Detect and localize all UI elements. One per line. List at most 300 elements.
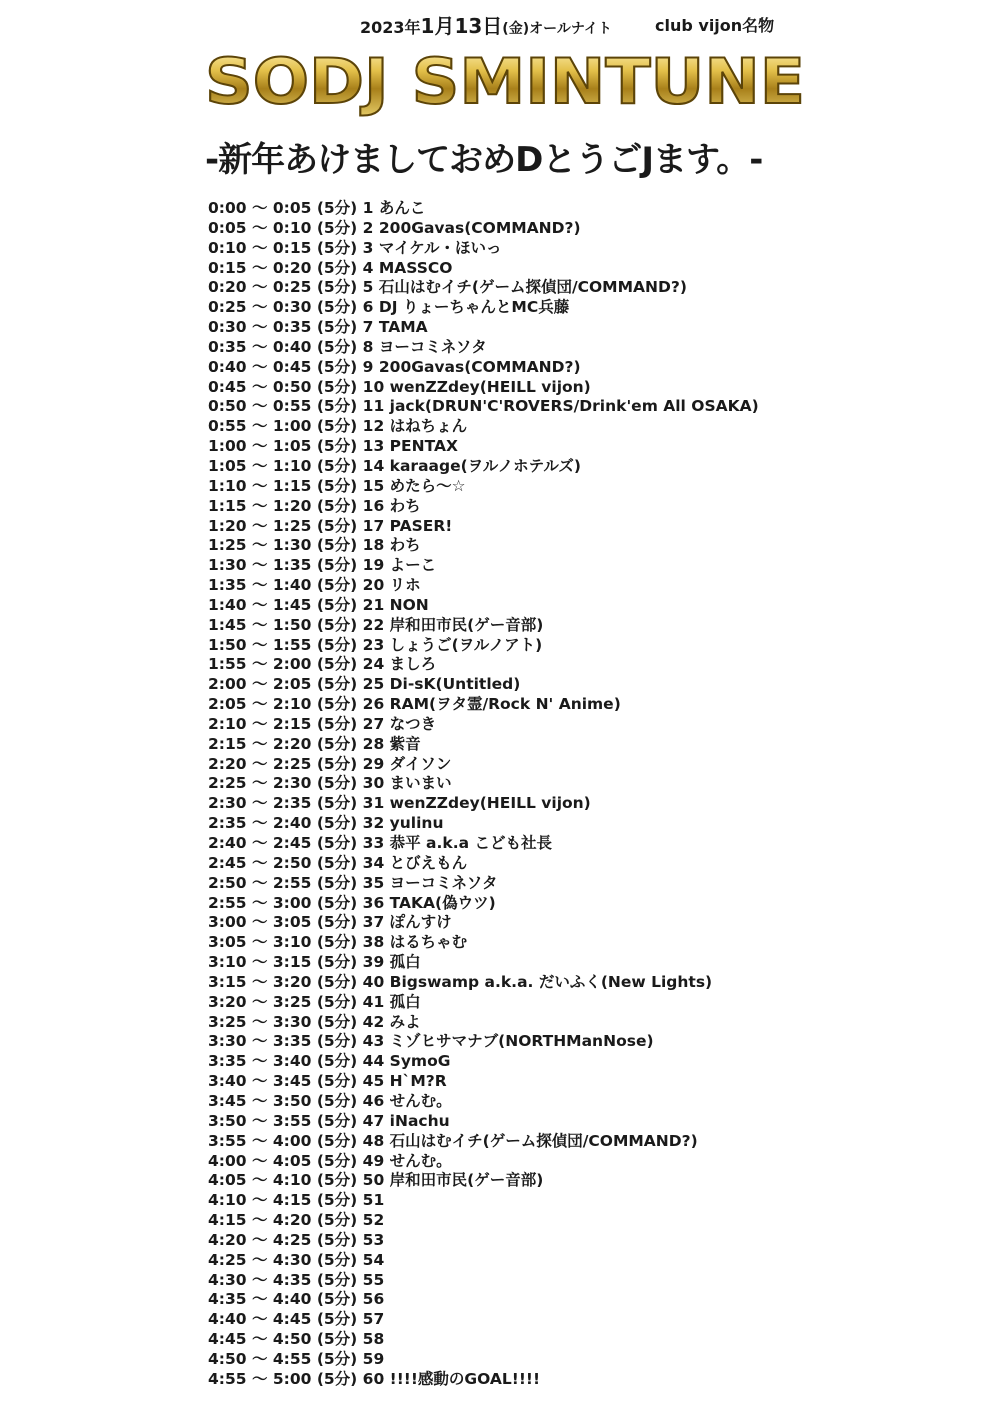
slot-act: karaage(ヲルノホテルズ) — [389, 456, 581, 475]
slot-time: 1:10 ～ 1:15 — [208, 476, 312, 495]
slot-duration: (5分) — [316, 953, 358, 972]
slot-time: 2:35 ～ 2:40 — [208, 814, 312, 833]
slot-act: 紫音 — [389, 734, 421, 753]
slot-duration: (5分) — [316, 1131, 358, 1150]
slot-time: 4:20 ～ 4:25 — [208, 1230, 312, 1249]
timetable-row — [208, 576, 988, 596]
event-date-header — [360, 10, 820, 39]
slot-number: 14 — [362, 456, 385, 475]
slot-duration: (5分) — [316, 576, 358, 595]
timetable-row — [208, 318, 988, 338]
slot-duration: (5分) — [316, 1191, 358, 1210]
slot-time: 3:20 ～ 3:25 — [208, 992, 312, 1011]
slot-time: 0:30 ～ 0:35 — [208, 318, 312, 337]
slot-duration: (5分) — [316, 238, 358, 257]
slot-act: 200Gavas(COMMAND?) — [378, 218, 581, 237]
slot-act: ヨーコミネソタ — [378, 337, 487, 356]
timetable-row — [208, 755, 988, 775]
timetable-row — [208, 219, 988, 239]
slot-duration: (5分) — [316, 1369, 358, 1388]
date-main: 1月13日 — [420, 14, 503, 38]
timetable-row — [208, 834, 988, 854]
slot-time: 2:00 ～ 2:05 — [208, 675, 312, 694]
timetable-row — [208, 239, 988, 259]
slot-time: 0:55 ～ 1:00 — [208, 417, 312, 436]
slot-time: 2:05 ～ 2:10 — [208, 695, 312, 714]
timetable-row — [208, 814, 988, 834]
slot-act: まいまい — [389, 774, 452, 793]
slot-time: 3:55 ～ 4:00 — [208, 1131, 312, 1150]
slot-time: 1:30 ～ 1:35 — [208, 556, 312, 575]
timetable-row — [208, 794, 988, 814]
slot-act: はねちょん — [389, 417, 468, 436]
slot-duration: (5分) — [316, 437, 358, 456]
slot-time: 0:25 ～ 0:30 — [208, 298, 312, 317]
slot-act: wenZZdey(HEILL vijon) — [389, 377, 591, 396]
slot-number: 55 — [362, 1270, 385, 1289]
timetable-row — [208, 1330, 988, 1350]
slot-duration: (5分) — [316, 774, 358, 793]
slot-number: 29 — [362, 754, 385, 773]
slot-act: 孤白 — [389, 953, 421, 972]
timetable-row — [208, 1350, 988, 1370]
slot-duration: (5分) — [316, 1250, 358, 1269]
slot-number: 20 — [362, 576, 385, 595]
slot-duration: (5分) — [316, 1151, 358, 1170]
timetable-row — [208, 1171, 988, 1191]
slot-number: 24 — [362, 655, 385, 674]
timetable-row — [208, 854, 988, 874]
slot-act: TAKA(偽ウツ) — [389, 893, 496, 912]
slot-act: よーこ — [389, 556, 437, 575]
slot-time: 0:40 ～ 0:45 — [208, 357, 312, 376]
slot-act: NON — [389, 595, 429, 614]
slot-time: 1:35 ～ 1:40 — [208, 576, 312, 595]
slot-duration: (5分) — [316, 992, 358, 1011]
slot-number: 40 — [362, 972, 385, 991]
slot-number: 56 — [362, 1290, 385, 1309]
slot-time: 3:45 ～ 3:50 — [208, 1091, 312, 1110]
slot-time: 3:00 ～ 3:05 — [208, 913, 312, 932]
timetable-row — [208, 397, 988, 417]
page-subtitle: -新年あけましておめDとうごJます。- — [205, 140, 763, 180]
timetable-row — [208, 1052, 988, 1072]
slot-number: 4 — [362, 258, 374, 277]
slot-number: 5 — [362, 278, 374, 297]
date-allnight: オールナイト — [529, 21, 612, 37]
slot-duration: (5分) — [316, 1052, 358, 1071]
event-logo — [198, 47, 812, 117]
slot-duration: (5分) — [316, 1270, 358, 1289]
slot-number: 21 — [362, 595, 385, 614]
timetable-row — [208, 953, 988, 973]
timetable-row — [208, 913, 988, 933]
slot-act: 石山はむイチ(ゲーム探偵団/COMMAND?) — [389, 1131, 698, 1150]
slot-act: PENTAX — [389, 437, 458, 456]
slot-duration: (5分) — [316, 714, 358, 733]
slot-duration: (5分) — [316, 357, 358, 376]
date-weekday: (金) — [502, 21, 530, 37]
timetable-row — [208, 1290, 988, 1310]
slot-duration: (5分) — [316, 695, 358, 714]
slot-time: 0:00 ～ 0:05 — [208, 199, 312, 217]
slot-act: はるちゃむ — [389, 933, 468, 952]
slot-time: 2:20 ～ 2:25 — [208, 754, 312, 773]
timetable-list — [208, 199, 988, 1390]
slot-time: 1:15 ～ 1:20 — [208, 496, 312, 515]
slot-time: 1:45 ～ 1:50 — [208, 615, 312, 634]
slot-time: 4:10 ～ 4:15 — [208, 1191, 312, 1210]
slot-act: ミゾヒサマナブ(NORTHManNose) — [389, 1032, 654, 1051]
slot-number: 3 — [362, 238, 374, 257]
slot-number: 30 — [362, 774, 385, 793]
timetable-row — [208, 1370, 988, 1390]
slot-act: SymoG — [389, 1052, 451, 1071]
slot-duration: (5分) — [316, 417, 358, 436]
slot-number: 47 — [362, 1111, 385, 1130]
slot-time: 0:20 ～ 0:25 — [208, 278, 312, 297]
slot-time: 4:35 ～ 4:40 — [208, 1290, 312, 1309]
slot-duration: (5分) — [316, 1012, 358, 1031]
slot-time: 1:55 ～ 2:00 — [208, 655, 312, 674]
slot-number: 48 — [362, 1131, 385, 1150]
slot-act: wenZZdey(HEILL vijon) — [389, 794, 591, 813]
slot-act: RAM(ヲタ霊/Rock N' Anime) — [389, 695, 621, 714]
timetable-row — [208, 338, 988, 358]
slot-number: 1 — [362, 199, 374, 217]
timetable-row — [208, 655, 988, 675]
slot-duration: (5分) — [316, 873, 358, 892]
slot-act: 恭平 a.k.a こども社長 — [389, 834, 552, 852]
slot-duration: (5分) — [316, 853, 358, 872]
slot-number: 31 — [362, 794, 385, 813]
slot-duration: (5分) — [316, 456, 358, 475]
slot-time: 4:40 ～ 4:45 — [208, 1310, 312, 1329]
slot-duration: (5分) — [316, 1111, 358, 1130]
slot-time: 4:50 ～ 4:55 — [208, 1349, 312, 1368]
slot-number: 36 — [362, 893, 385, 912]
slot-number: 26 — [362, 695, 385, 714]
slot-duration: (5分) — [316, 754, 358, 773]
slot-number: 58 — [362, 1330, 385, 1349]
slot-number: 52 — [362, 1211, 385, 1230]
slot-time: 2:45 ～ 2:50 — [208, 853, 312, 872]
slot-number: 33 — [362, 834, 385, 852]
slot-act: わち — [389, 496, 421, 515]
timetable-row — [208, 774, 988, 794]
slot-time: 0:45 ～ 0:50 — [208, 377, 312, 396]
date-year: 2023年 — [360, 18, 421, 37]
slot-time: 1:20 ～ 1:25 — [208, 516, 312, 535]
timetable-row — [208, 695, 988, 715]
slot-time: 4:30 ～ 4:35 — [208, 1270, 312, 1289]
slot-duration: (5分) — [316, 496, 358, 515]
slot-act: 200Gavas(COMMAND?) — [378, 357, 581, 376]
slot-duration: (5分) — [316, 635, 358, 654]
slot-number: 53 — [362, 1230, 385, 1249]
slot-number: 60 — [362, 1369, 385, 1388]
slot-duration: (5分) — [316, 258, 358, 277]
timetable-row — [208, 278, 988, 298]
slot-number: 13 — [362, 437, 385, 456]
slot-number: 50 — [362, 1171, 385, 1190]
slot-duration: (5分) — [316, 1349, 358, 1368]
timetable-row — [208, 1032, 988, 1052]
slot-number: 27 — [362, 714, 385, 733]
slot-time: 2:55 ～ 3:00 — [208, 893, 312, 912]
slot-act: せんむ。 — [389, 1151, 452, 1170]
slot-act: 岸和田市民(ゲー音部) — [389, 1171, 544, 1190]
slot-time: 2:30 ～ 2:35 — [208, 794, 312, 813]
slot-number: 17 — [362, 516, 385, 535]
slot-duration: (5分) — [316, 1032, 358, 1051]
slot-number: 57 — [362, 1310, 385, 1329]
slot-duration: (5分) — [316, 556, 358, 575]
timetable-row — [208, 933, 988, 953]
slot-act: ヨーコミネソタ — [389, 873, 498, 892]
slot-duration: (5分) — [316, 397, 358, 416]
slot-duration: (5分) — [316, 377, 358, 396]
slot-act: PASER! — [389, 516, 453, 535]
slot-act: あんこ — [378, 199, 426, 217]
slot-duration: (5分) — [316, 595, 358, 614]
timetable-row — [208, 1152, 988, 1172]
timetable-row — [208, 1191, 988, 1211]
slot-number: 7 — [362, 318, 374, 337]
logo-text: SODJ SMINTUNE — [205, 47, 805, 117]
slot-act: マイケル・ほいっ — [378, 238, 502, 257]
slot-time: 3:35 ～ 3:40 — [208, 1052, 312, 1071]
slot-number: 8 — [362, 337, 374, 356]
timetable-row — [208, 993, 988, 1013]
slot-duration: (5分) — [316, 972, 358, 991]
slot-act: わち — [389, 536, 421, 555]
slot-duration: (5分) — [316, 298, 358, 317]
slot-time: 0:15 ～ 0:20 — [208, 258, 312, 277]
slot-duration: (5分) — [316, 675, 358, 694]
timetable-row — [208, 675, 988, 695]
slot-time: 3:30 ～ 3:35 — [208, 1032, 312, 1051]
slot-duration: (5分) — [316, 337, 358, 356]
timetable-row — [208, 616, 988, 636]
slot-time: 3:25 ～ 3:30 — [208, 1012, 312, 1031]
slot-duration: (5分) — [316, 655, 358, 674]
timetable-row — [208, 298, 988, 318]
timetable-row — [208, 1092, 988, 1112]
slot-duration: (5分) — [316, 516, 358, 535]
slot-act: Di-sK(Untitled) — [389, 675, 521, 694]
slot-number: 28 — [362, 734, 385, 753]
timetable-row — [208, 1310, 988, 1330]
slot-act: jack(DRUN'C'ROVERS/Drink'em All OSAKA) — [389, 397, 759, 416]
timetable-row — [208, 457, 988, 477]
slot-act: DJ りょーちゃんとMC兵藤 — [378, 298, 570, 317]
slot-act: ぽんすけ — [389, 913, 452, 932]
slot-duration: (5分) — [316, 1171, 358, 1190]
venue-name: club vijon名物 — [655, 16, 775, 35]
slot-act: TAMA — [378, 318, 428, 337]
slot-time: 4:15 ～ 4:20 — [208, 1211, 312, 1230]
slot-act: yulinu — [389, 814, 444, 833]
slot-act: !!!!感動のGOAL!!!! — [389, 1369, 541, 1388]
timetable-row — [208, 1271, 988, 1291]
slot-duration: (5分) — [316, 199, 358, 217]
slot-duration: (5分) — [316, 615, 358, 634]
timetable-row — [208, 1211, 988, 1231]
timetable-row — [208, 596, 988, 616]
slot-act: 岸和田市民(ゲー音部) — [389, 615, 544, 634]
slot-number: 38 — [362, 933, 385, 952]
timetable-row — [208, 1231, 988, 1251]
slot-duration: (5分) — [316, 933, 358, 952]
timetable-row — [208, 874, 988, 894]
timetable-row — [208, 437, 988, 457]
slot-number: 51 — [362, 1191, 385, 1210]
slot-act: H`M?R — [389, 1072, 447, 1091]
slot-time: 3:15 ～ 3:20 — [208, 972, 312, 991]
slot-time: 3:10 ～ 3:15 — [208, 953, 312, 972]
timetable-row — [208, 1251, 988, 1271]
slot-act: iNachu — [389, 1111, 450, 1130]
slot-number: 10 — [362, 377, 385, 396]
slot-number: 59 — [362, 1349, 385, 1368]
timetable-row — [208, 894, 988, 914]
slot-number: 23 — [362, 635, 385, 654]
slot-duration: (5分) — [316, 318, 358, 337]
slot-time: 4:00 ～ 4:05 — [208, 1151, 312, 1170]
slot-number: 37 — [362, 913, 385, 932]
slot-act: ダイソン — [389, 754, 452, 773]
timetable-row — [208, 1112, 988, 1132]
slot-number: 6 — [362, 298, 374, 317]
slot-duration: (5分) — [316, 814, 358, 833]
slot-number: 39 — [362, 953, 385, 972]
slot-number: 9 — [362, 357, 374, 376]
slot-time: 1:40 ～ 1:45 — [208, 595, 312, 614]
slot-time: 2:15 ～ 2:20 — [208, 734, 312, 753]
slot-time: 1:25 ～ 1:30 — [208, 536, 312, 555]
slot-time: 2:40 ～ 2:45 — [208, 834, 312, 852]
slot-duration: (5分) — [316, 1091, 358, 1110]
slot-act: MASSCO — [378, 258, 453, 277]
slot-number: 15 — [362, 476, 385, 495]
slot-act: めたら〜☆ — [389, 476, 466, 495]
slot-act: リホ — [389, 576, 421, 595]
slot-act: 孤白 — [389, 992, 421, 1011]
slot-number: 16 — [362, 496, 385, 515]
slot-duration: (5分) — [316, 1072, 358, 1091]
slot-time: 0:35 ～ 0:40 — [208, 337, 312, 356]
timetable-row — [208, 1072, 988, 1092]
timetable-row — [208, 378, 988, 398]
slot-number: 54 — [362, 1250, 385, 1269]
slot-time: 0:05 ～ 0:10 — [208, 218, 312, 237]
slot-act: 石山はむイチ(ゲーム探偵団/COMMAND?) — [378, 278, 687, 297]
slot-duration: (5分) — [316, 1290, 358, 1309]
slot-number: 34 — [362, 853, 385, 872]
timetable-row — [208, 259, 988, 279]
timetable-row — [208, 199, 988, 219]
slot-duration: (5分) — [316, 834, 358, 852]
timetable-row — [208, 477, 988, 497]
slot-time: 3:40 ～ 3:45 — [208, 1072, 312, 1091]
slot-number: 44 — [362, 1052, 385, 1071]
slot-number: 22 — [362, 615, 385, 634]
slot-time: 4:25 ～ 4:30 — [208, 1250, 312, 1269]
slot-time: 2:50 ～ 2:55 — [208, 873, 312, 892]
timetable-row — [208, 536, 988, 556]
timetable-row — [208, 636, 988, 656]
timetable-row — [208, 556, 988, 576]
timetable-row — [208, 517, 988, 537]
slot-act: Bigswamp a.k.a. だいふく(New Lights) — [389, 972, 713, 991]
slot-time: 4:05 ～ 4:10 — [208, 1171, 312, 1190]
timetable-row — [208, 973, 988, 993]
slot-act: ましろ — [389, 655, 437, 674]
slot-time: 3:05 ～ 3:10 — [208, 933, 312, 952]
slot-time: 0:50 ～ 0:55 — [208, 397, 312, 416]
slot-duration: (5分) — [316, 913, 358, 932]
slot-duration: (5分) — [316, 1211, 358, 1230]
slot-act: みよ — [389, 1012, 421, 1031]
timetable-row — [208, 417, 988, 437]
slot-time: 1:50 ～ 1:55 — [208, 635, 312, 654]
slot-number: 46 — [362, 1091, 385, 1110]
slot-act: しょうご(ヲルノアト) — [389, 635, 543, 654]
timetable-row — [208, 497, 988, 517]
timetable-row — [208, 735, 988, 755]
slot-duration: (5分) — [316, 1330, 358, 1349]
slot-number: 42 — [362, 1012, 385, 1031]
slot-number: 49 — [362, 1151, 385, 1170]
slot-duration: (5分) — [316, 1230, 358, 1249]
slot-time: 4:45 ～ 4:50 — [208, 1330, 312, 1349]
slot-duration: (5分) — [316, 278, 358, 297]
slot-duration: (5分) — [316, 734, 358, 753]
slot-number: 11 — [362, 397, 385, 416]
timetable-row — [208, 715, 988, 735]
slot-number: 2 — [362, 218, 374, 237]
slot-number: 12 — [362, 417, 385, 436]
slot-act: とびえもん — [389, 853, 468, 872]
slot-number: 18 — [362, 536, 385, 555]
timetable-row — [208, 1013, 988, 1033]
slot-duration: (5分) — [316, 476, 358, 495]
slot-number: 43 — [362, 1032, 385, 1051]
slot-act: なつき — [389, 714, 437, 733]
slot-duration: (5分) — [316, 218, 358, 237]
slot-duration: (5分) — [316, 794, 358, 813]
slot-number: 19 — [362, 556, 385, 575]
slot-number: 25 — [362, 675, 385, 694]
slot-time: 1:05 ～ 1:10 — [208, 456, 312, 475]
slot-duration: (5分) — [316, 893, 358, 912]
slot-time: 2:25 ～ 2:30 — [208, 774, 312, 793]
slot-duration: (5分) — [316, 1310, 358, 1329]
timetable-row — [208, 358, 988, 378]
slot-time: 0:10 ～ 0:15 — [208, 238, 312, 257]
slot-time: 2:10 ～ 2:15 — [208, 714, 312, 733]
slot-act: せんむ。 — [389, 1091, 452, 1110]
slot-number: 41 — [362, 992, 385, 1011]
slot-time: 1:00 ～ 1:05 — [208, 437, 312, 456]
slot-number: 32 — [362, 814, 385, 833]
slot-number: 35 — [362, 873, 385, 892]
slot-number: 45 — [362, 1072, 385, 1091]
slot-duration: (5分) — [316, 536, 358, 555]
slot-time: 3:50 ～ 3:55 — [208, 1111, 312, 1130]
timetable-row — [208, 1132, 988, 1152]
